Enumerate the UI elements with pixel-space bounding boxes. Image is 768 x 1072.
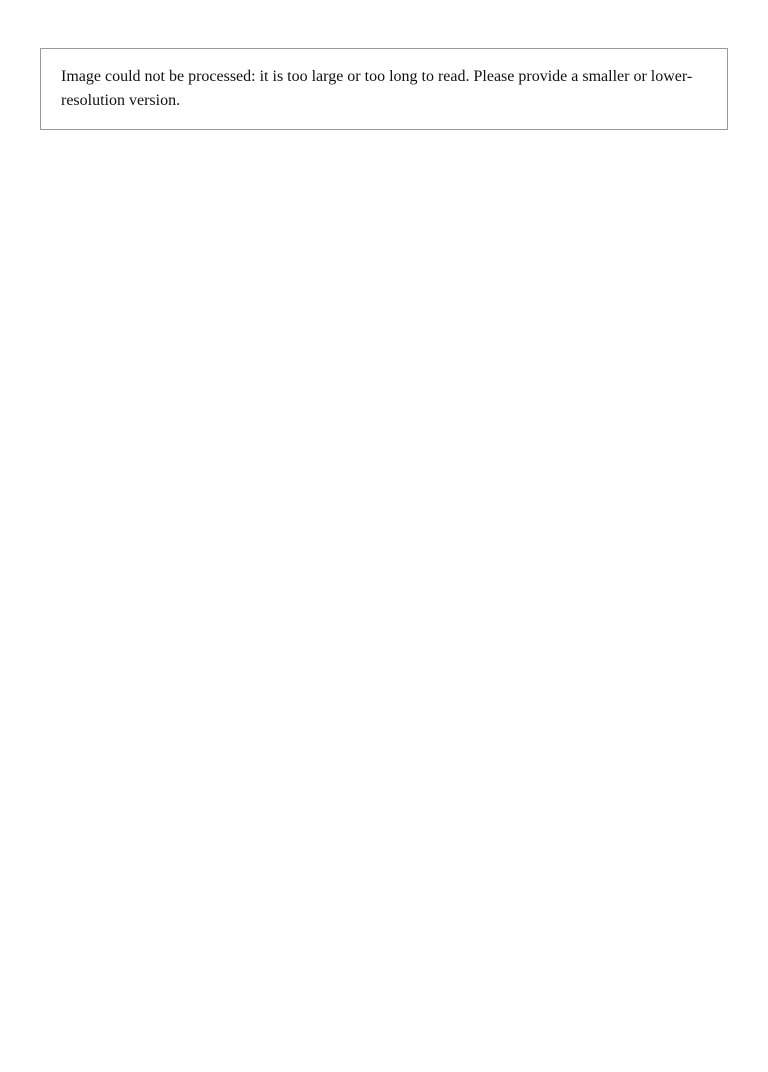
status-message: Image could not be processed: it is too large or too long to read. Please provide a smaller or lower-resolution version.: [40, 48, 728, 130]
